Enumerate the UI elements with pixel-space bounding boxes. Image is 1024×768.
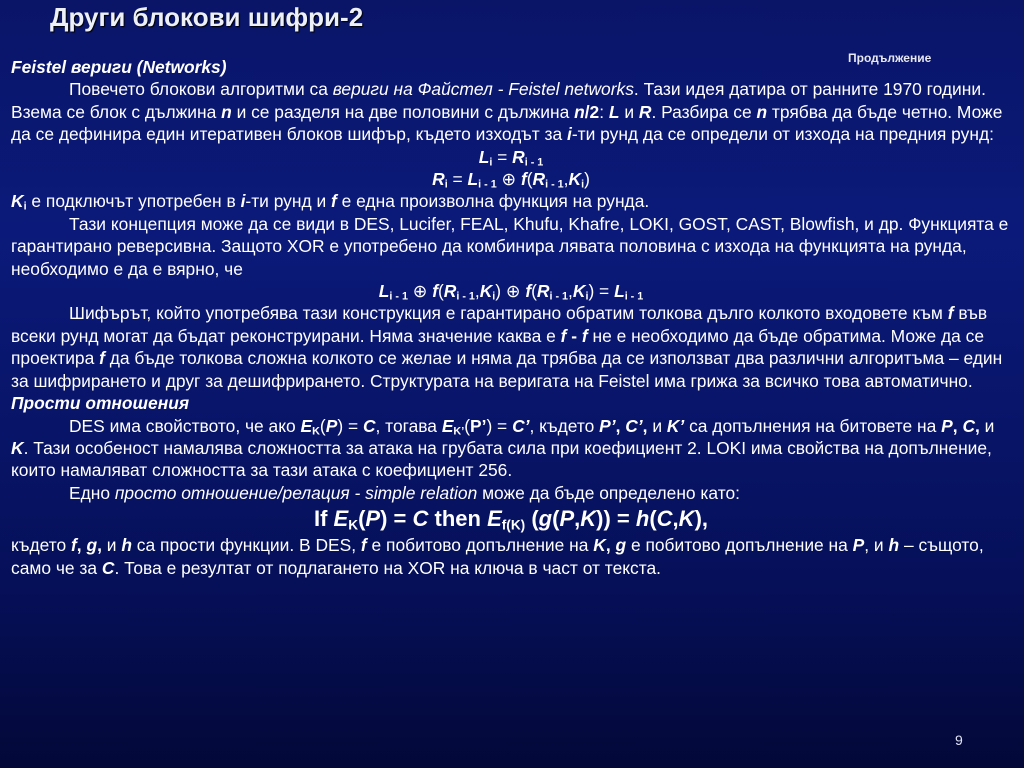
paragraph-des-complement: DES има свойството, че ако $E_K(P) = C$, тогава $E_{K’}(P’) = C$’, където P’, C’, и K’ са допълнения на битовете на P, C, и K. Тази особеност намалява сложността за атака на грубата сила при коефициент 2. LOKI има свойства на допълнение, които намаляват сложността за тази атака с коефициент 256. [11,415,995,481]
formula-r: $R_i = L_{i - 1}$ ⊕ $f(R_{i - 1},K_i)$ [432,169,590,191]
slide-body [11,56,1011,579]
paragraph-feistel-intro: Повечето блокови алгоритми са вериги на Файстел - Feistel networks. Тази идея датира от ранните 1970 години. Взема се блок с дължина n и се разделя на две половини с дължина n/2: L и R. Разбира се n трябва да бъде четно. Може да се дефинира един итеративен блоков шифър, където изходът за i-ти рунд да се определи от изхода на предния рунд: [11,79,1003,145]
formula-l: $L_i = R_{i - 1}$ [478,146,544,169]
paragraph-reversible: Шифърът, който употребява тази конструкция е гарантирано обратим толкова дълго колкото входовете към f във всеки рунд могат да бъдат реконструирани. Няма значение каква е f - f не е необходимо да бъде обратима. Може да се проектира f да бъде толкова сложна колкото се желае и няма да трябва да се използват два различни алгоритъма – един за шифрирането и друг за дешифрирането. Структурата на веригата на Feistel има грижа за всичко това автоматично. [11,303,1003,391]
paragraph-simple-relation: Едно просто отношение/релация - simple relation може да бъде определено като: [69,482,740,503]
slide-title: Други блокови шифри-2 [50,2,364,32]
page-number: 9 [955,732,963,748]
formula-simple-relation: If $E_K(P) = C$ then $E_{f(K)}$ (g(P,K)) = h(C,K), [313,506,709,533]
paragraph-concept: Тази концепция може да се види в DES, Lucifer, FEAL, Khufu, Khafre, LOKI, GOST, CAST, Blowfish, и др. Функцията е гарантирано реверсивна. Защото XOR е употребено да комбинира лявата половина с изхода на функцията на рунда, необходимо е да е вярно, че [11,213,1009,279]
paragraph-subkey: $K_i$ е подключът употребен в i-ти рунд и f е една произволна функция на рунда. [11,191,650,214]
feistel-heading: Feistel вериги (Networks) [11,57,227,77]
continued-label: Продължение [848,51,932,65]
formula-xor: $L_{i - 1}$ ⊕ $f(R_{i - 1},K_i)$ ⊕ $f(R_{i - 1},K_i) = L_{i - 1}$ [378,281,644,303]
paragraph-where: където f, g, и h са прости функции. В DES, f е побитово допълнение на K, g е побитово допълнение на P, и h – същото, само че за C. Това е резултат от подлагането на XOR на ключа в част от текста. [11,535,984,578]
simple-relations-heading: Прости отношения [11,393,190,414]
